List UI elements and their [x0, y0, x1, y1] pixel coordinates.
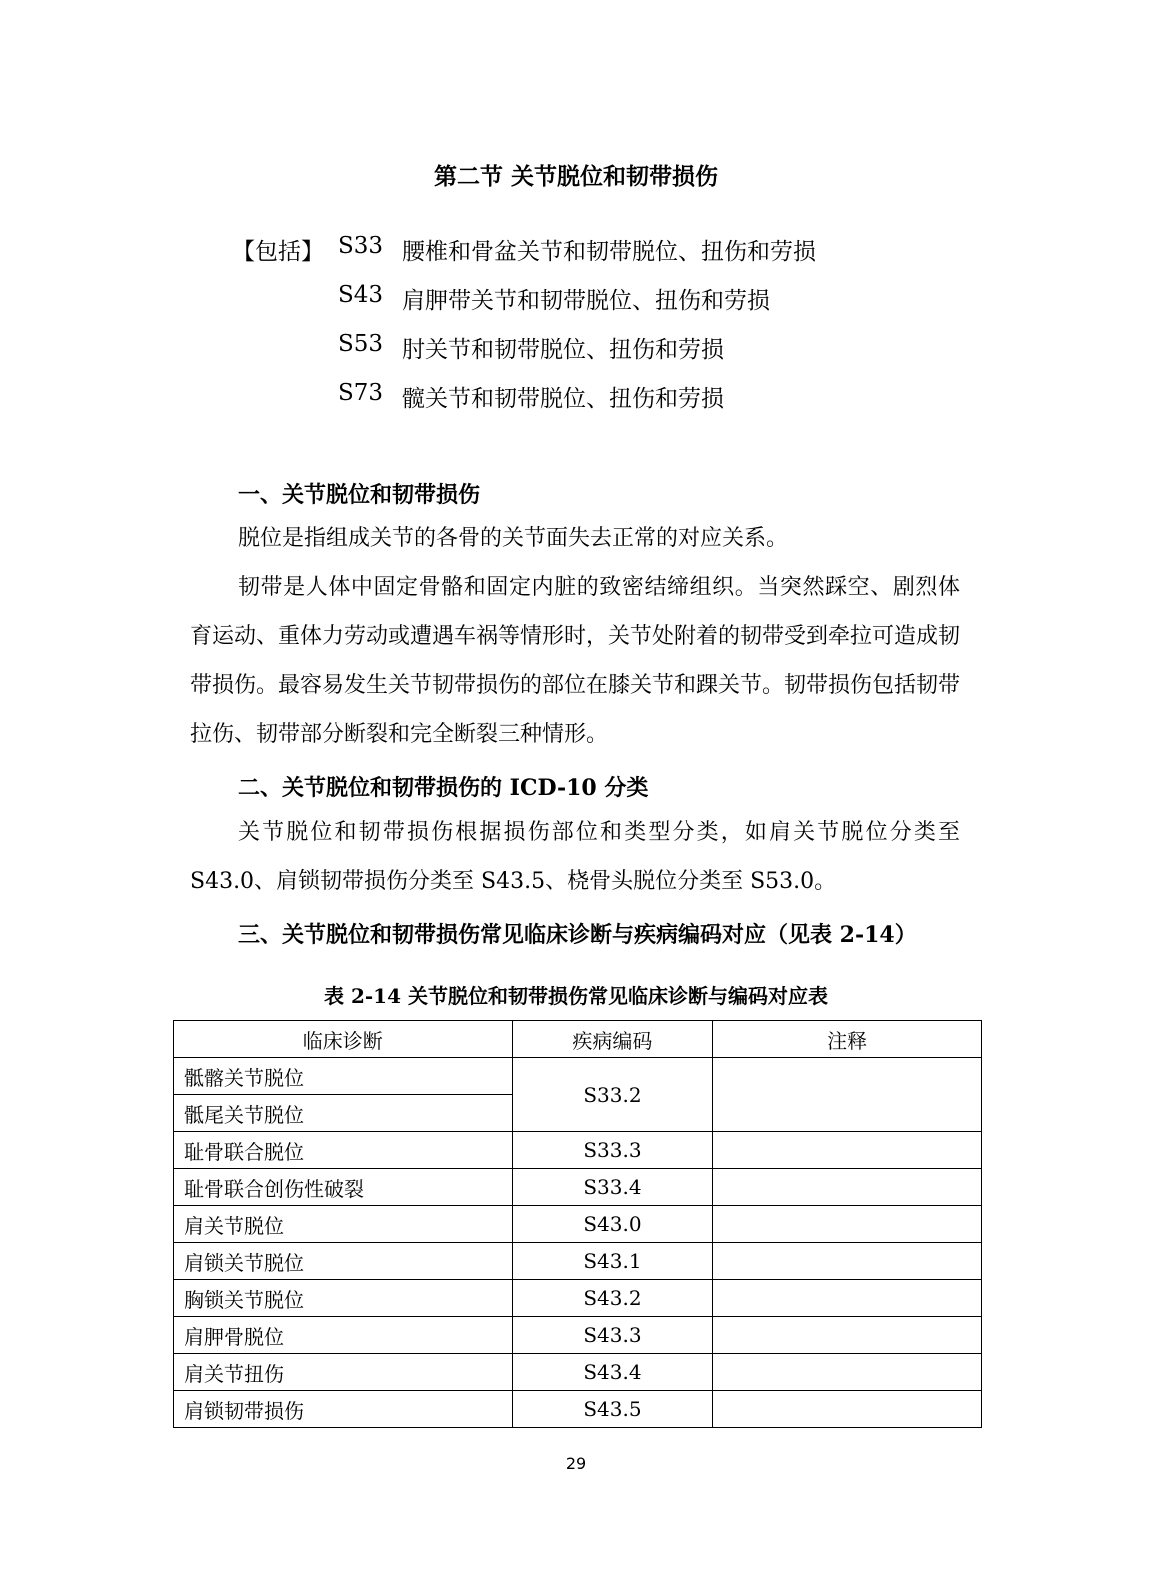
include-code: S33 — [338, 233, 384, 259]
diagnosis-code-table — [173, 1020, 982, 1428]
heading-2: 二、关节脱位和韧带损伤的 ICD-10 分类 — [238, 775, 649, 801]
diagnosis-cell: 骶髂关节脱位 — [174, 1058, 513, 1095]
table-row — [174, 1243, 982, 1280]
code-cell: S43.3 — [512, 1317, 713, 1354]
diagnosis-cell: 肩关节扭伤 — [174, 1354, 513, 1391]
diagnosis-cell: 胸锁关节脱位 — [174, 1280, 513, 1317]
table-row — [174, 1058, 982, 1095]
note-cell — [713, 1206, 982, 1243]
include-desc: 腰椎和骨盆关节和韧带脱位、扭伤和劳损 — [402, 239, 816, 265]
header-cell: 注释 — [713, 1021, 982, 1058]
note-cell — [713, 1280, 982, 1317]
table-row — [174, 1391, 982, 1428]
table-row — [174, 1169, 982, 1206]
code-cell: S43.1 — [512, 1243, 713, 1280]
include-code: S43 — [338, 282, 384, 308]
note-cell — [713, 1132, 982, 1169]
table-header-row — [174, 1021, 982, 1058]
header-cell: 疾病编码 — [512, 1021, 713, 1058]
paragraph-3: 关节脱位和韧带损伤根据损伤部位和类型分类，如肩关节脱位分类至 S43.0、肩锁韧带损伤分类至 S43.5、桡骨头脱位分类至 S53.0。 — [190, 820, 960, 894]
heading-3: 三、关节脱位和韧带损伤常见临床诊断与疾病编码对应（见表 2-14） — [238, 922, 917, 948]
table-row — [174, 1317, 982, 1354]
note-cell — [713, 1243, 982, 1280]
section-title: 第二节 关节脱位和韧带损伤 — [433, 163, 718, 190]
note-cell — [713, 1391, 982, 1428]
code-cell: S33.3 — [512, 1132, 713, 1169]
diagnosis-cell: 骶尾关节脱位 — [174, 1095, 513, 1132]
paragraph-1: 脱位是指组成关节的各骨的关节面失去正常的对应关系。 — [238, 526, 789, 551]
diagnosis-cell: 肩胛骨脱位 — [174, 1317, 513, 1354]
table-row — [174, 1132, 982, 1169]
include-desc: 肩胛带关节和韧带脱位、扭伤和劳损 — [402, 288, 770, 314]
code-cell: S43.2 — [512, 1280, 713, 1317]
include-desc: 肘关节和韧带脱位、扭伤和劳损 — [402, 337, 724, 363]
note-cell — [713, 1317, 982, 1354]
heading-1: 一、关节脱位和韧带损伤 — [238, 482, 481, 508]
diagnosis-cell: 耻骨联合创伤性破裂 — [174, 1169, 513, 1206]
paragraph-2: 韧带是人体中固定骨骼和固定内脏的致密结缔组织。当突然踩空、剧烈体育运动、重体力劳动或遭遇车祸等情形时，关节处附着的韧带受到牵拉可造成韧带损伤。最容易发生关节韧带损伤的部位在膝关节和踝关节。韧带损伤包括韧带拉伤、韧带部分断裂和完全断裂三种情形。 — [190, 575, 961, 747]
diagnosis-cell: 耻骨联合脱位 — [174, 1132, 513, 1169]
includes-label: 【包括】 — [232, 239, 324, 265]
table-caption: 表 2-14 关节脱位和韧带损伤常见临床诊断与编码对应表 — [324, 984, 828, 1008]
note-cell — [713, 1354, 982, 1391]
code-cell: S43.4 — [512, 1354, 713, 1391]
page-number: 29 — [565, 1454, 587, 1473]
include-desc: 髋关节和韧带脱位、扭伤和劳损 — [402, 386, 724, 412]
table-row — [174, 1206, 982, 1243]
diagnosis-cell: 肩锁关节脱位 — [174, 1243, 513, 1280]
table-row — [174, 1354, 982, 1391]
include-code: S53 — [338, 331, 384, 357]
diagnosis-cell: 肩关节脱位 — [174, 1206, 513, 1243]
table-row — [174, 1280, 982, 1317]
note-cell — [713, 1058, 982, 1132]
code-cell: S33.4 — [512, 1169, 713, 1206]
include-code: S73 — [338, 380, 384, 406]
header-cell: 临床诊断 — [174, 1021, 513, 1058]
note-cell — [713, 1169, 982, 1206]
code-cell: S43.0 — [512, 1206, 713, 1243]
diagnosis-cell: 肩锁韧带损伤 — [174, 1391, 513, 1428]
code-cell: S33.2 — [512, 1058, 713, 1132]
code-cell: S43.5 — [512, 1391, 713, 1428]
